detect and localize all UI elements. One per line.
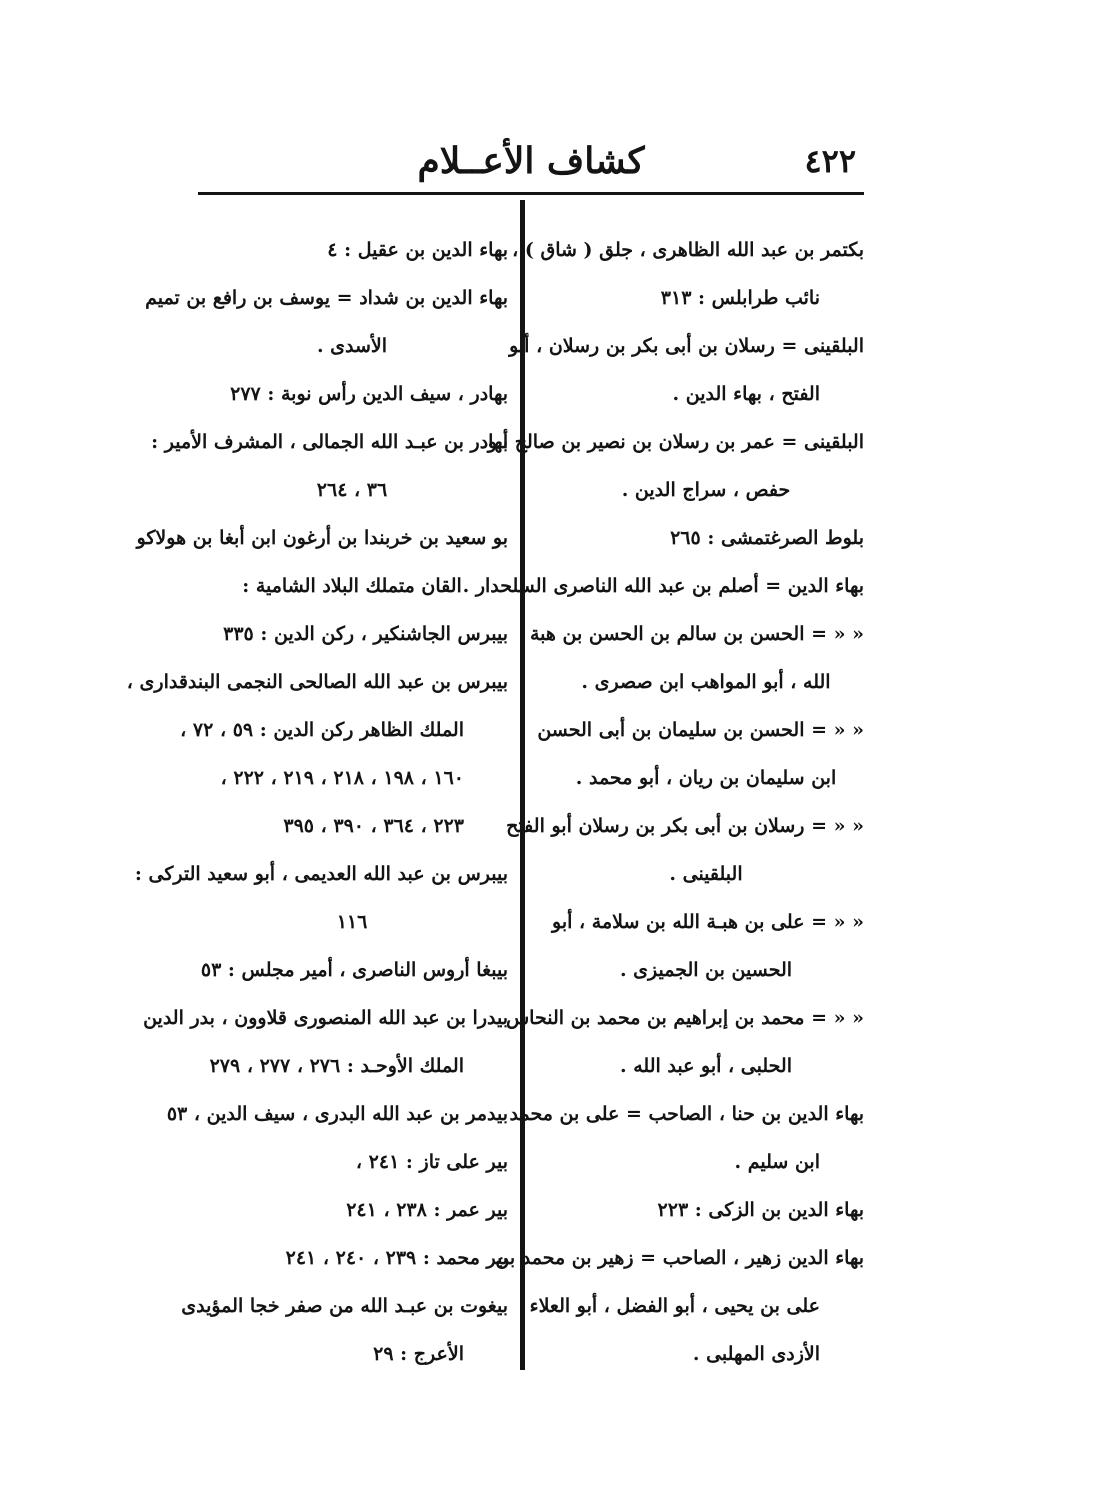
index-column-right bbox=[462, 226, 864, 1378]
index-line: بهاء الدين بن عقيل : ٤ bbox=[327, 239, 508, 261]
index-line: الله ، أبو المواهب ابن صصرى . bbox=[581, 671, 831, 693]
index-line: بيبغا أروس الناصرى ، أمير مجلس : ٥٣ bbox=[200, 959, 508, 981]
index-line: الحسين بن الجميزى . bbox=[619, 959, 793, 981]
index-line: الأعرج : ٢٩ bbox=[373, 1343, 464, 1365]
index-line: الملك الأوحـد : ٢٧٦ ، ٢٧٧ ، ٢٧٩ bbox=[209, 1055, 464, 1077]
index-line: بيبرس بن عبد الله الصالحى النجمى البندقدارى ، bbox=[126, 671, 508, 693]
index-line: بهاء الدين زهير ، الصاحب = زهير بن محمد بن bbox=[495, 1247, 864, 1269]
index-line: ابن سليم . bbox=[734, 1151, 820, 1173]
index-line: بيبرس بن عبد الله العديمى ، أبو سعيد التركى : bbox=[134, 863, 508, 885]
index-line: بهاء الدين = أصلم بن عبد الله الناصرى السلحدار . bbox=[462, 575, 864, 597]
index-line: القان متملك البلاد الشامية : bbox=[242, 575, 462, 597]
index-line: ٣٦ ، ٢٦٤ bbox=[316, 479, 388, 501]
index-line: « « = على بن هبـة الله بن سلامة ، أبو bbox=[552, 911, 864, 933]
index-line: بهاء الدين بن حنا ، الصاحب = على بن محمد bbox=[509, 1103, 864, 1125]
index-line: بيدمر بن عبد الله البدرى ، سيف الدين ، ٥٣ bbox=[166, 1103, 508, 1125]
index-line: « « = الحسن بن سالم بن الحسن بن هبة bbox=[529, 623, 864, 645]
index-line: بيدرا بن عبد الله المنصورى قلاوون ، بدر الدين bbox=[143, 1007, 508, 1029]
index-line: « « = الحسن بن سليمان بن أبى الحسن bbox=[537, 719, 864, 741]
index-line: الملك الظاهر ركن الدين : ٥٩ ، ٧٢ ، bbox=[180, 719, 464, 741]
index-line: ٢٢٣ ، ٣٦٤ ، ٣٩٠ ، ٣٩٥ bbox=[283, 815, 464, 837]
index-line: بيبرس الجاشنكير ، ركن الدين : ٣٣٥ bbox=[223, 623, 508, 645]
index-line: حفص ، سراج الدين . bbox=[621, 479, 791, 501]
index-line: « « = محمد بن إبراهيم بن محمد بن النحاس bbox=[505, 1007, 864, 1029]
column-divider bbox=[520, 200, 525, 1370]
index-line: ابن سليمان بن ريان ، أبو محمد . bbox=[575, 767, 837, 789]
page-header bbox=[198, 140, 864, 195]
index-line: بلوط الصرغتمشى : ٢٦٥ bbox=[670, 527, 864, 549]
index-line: البلقينى . bbox=[669, 863, 743, 885]
page-title: كشاف الأعــلام bbox=[417, 140, 645, 182]
index-line: بيغوت بن عبـد الله من صفر خجا المؤيدى bbox=[181, 1295, 508, 1317]
index-line: بير على تاز : ٢٤١ ، bbox=[355, 1151, 508, 1173]
index-line: بهادر ، سيف الدين رأس نوبة : ٢٧٧ bbox=[230, 383, 508, 405]
index-line: بير عمر : ٢٣٨ ، ٢٤١ bbox=[346, 1199, 508, 1221]
index-line: بكتمر بن عبد الله الظاهرى ، جلق ( شاق ) ، bbox=[512, 239, 864, 261]
index-line: ١١٦ bbox=[336, 911, 368, 933]
index-line: على بن يحيى ، أبو الفضل ، أبو العلاء bbox=[529, 1295, 820, 1317]
index-line: الأسدى . bbox=[316, 335, 388, 357]
index-line: ١٦٠ ، ١٩٨ ، ٢١٨ ، ٢١٩ ، ٢٢٢ ، bbox=[220, 767, 464, 789]
index-line: البلقينى = عمر بن رسلان بن نصير بن صالح أبو bbox=[487, 431, 864, 453]
index-line: بهاء الدين بن الزكى : ٢٢٣ bbox=[657, 1199, 864, 1221]
index-line: « « = رسلان بن أبى بكر بن رسلان أبو الفتح bbox=[506, 815, 864, 837]
index-line: بير محمد : ٢٣٩ ، ٢٤٠ ، ٢٤١ bbox=[285, 1247, 508, 1269]
index-column-left bbox=[126, 226, 508, 1378]
index-line: البلقينى = رسلان بن أبى بكر بن رسلان ، أبو bbox=[509, 335, 864, 357]
index-line: الفتح ، بهاء الدين . bbox=[672, 383, 820, 405]
index-line: بهاء الدين بن شداد = يوسف بن رافع بن تميم bbox=[145, 287, 508, 309]
index-line: نائب طرابلس : ٣١٣ bbox=[660, 287, 820, 309]
page-number: ٤٢٢ bbox=[804, 142, 856, 180]
index-line: بو سعيد بن خربندا بن أرغون ابن أبغا بن هولاكو bbox=[136, 527, 508, 549]
index-line: بهادر بن عبـد الله الجمالى ، المشرف الأمير : bbox=[151, 431, 508, 453]
index-line: الأزدى المهلبى . bbox=[692, 1343, 820, 1365]
index-line: الحلبى ، أبو عبد الله . bbox=[620, 1055, 792, 1077]
